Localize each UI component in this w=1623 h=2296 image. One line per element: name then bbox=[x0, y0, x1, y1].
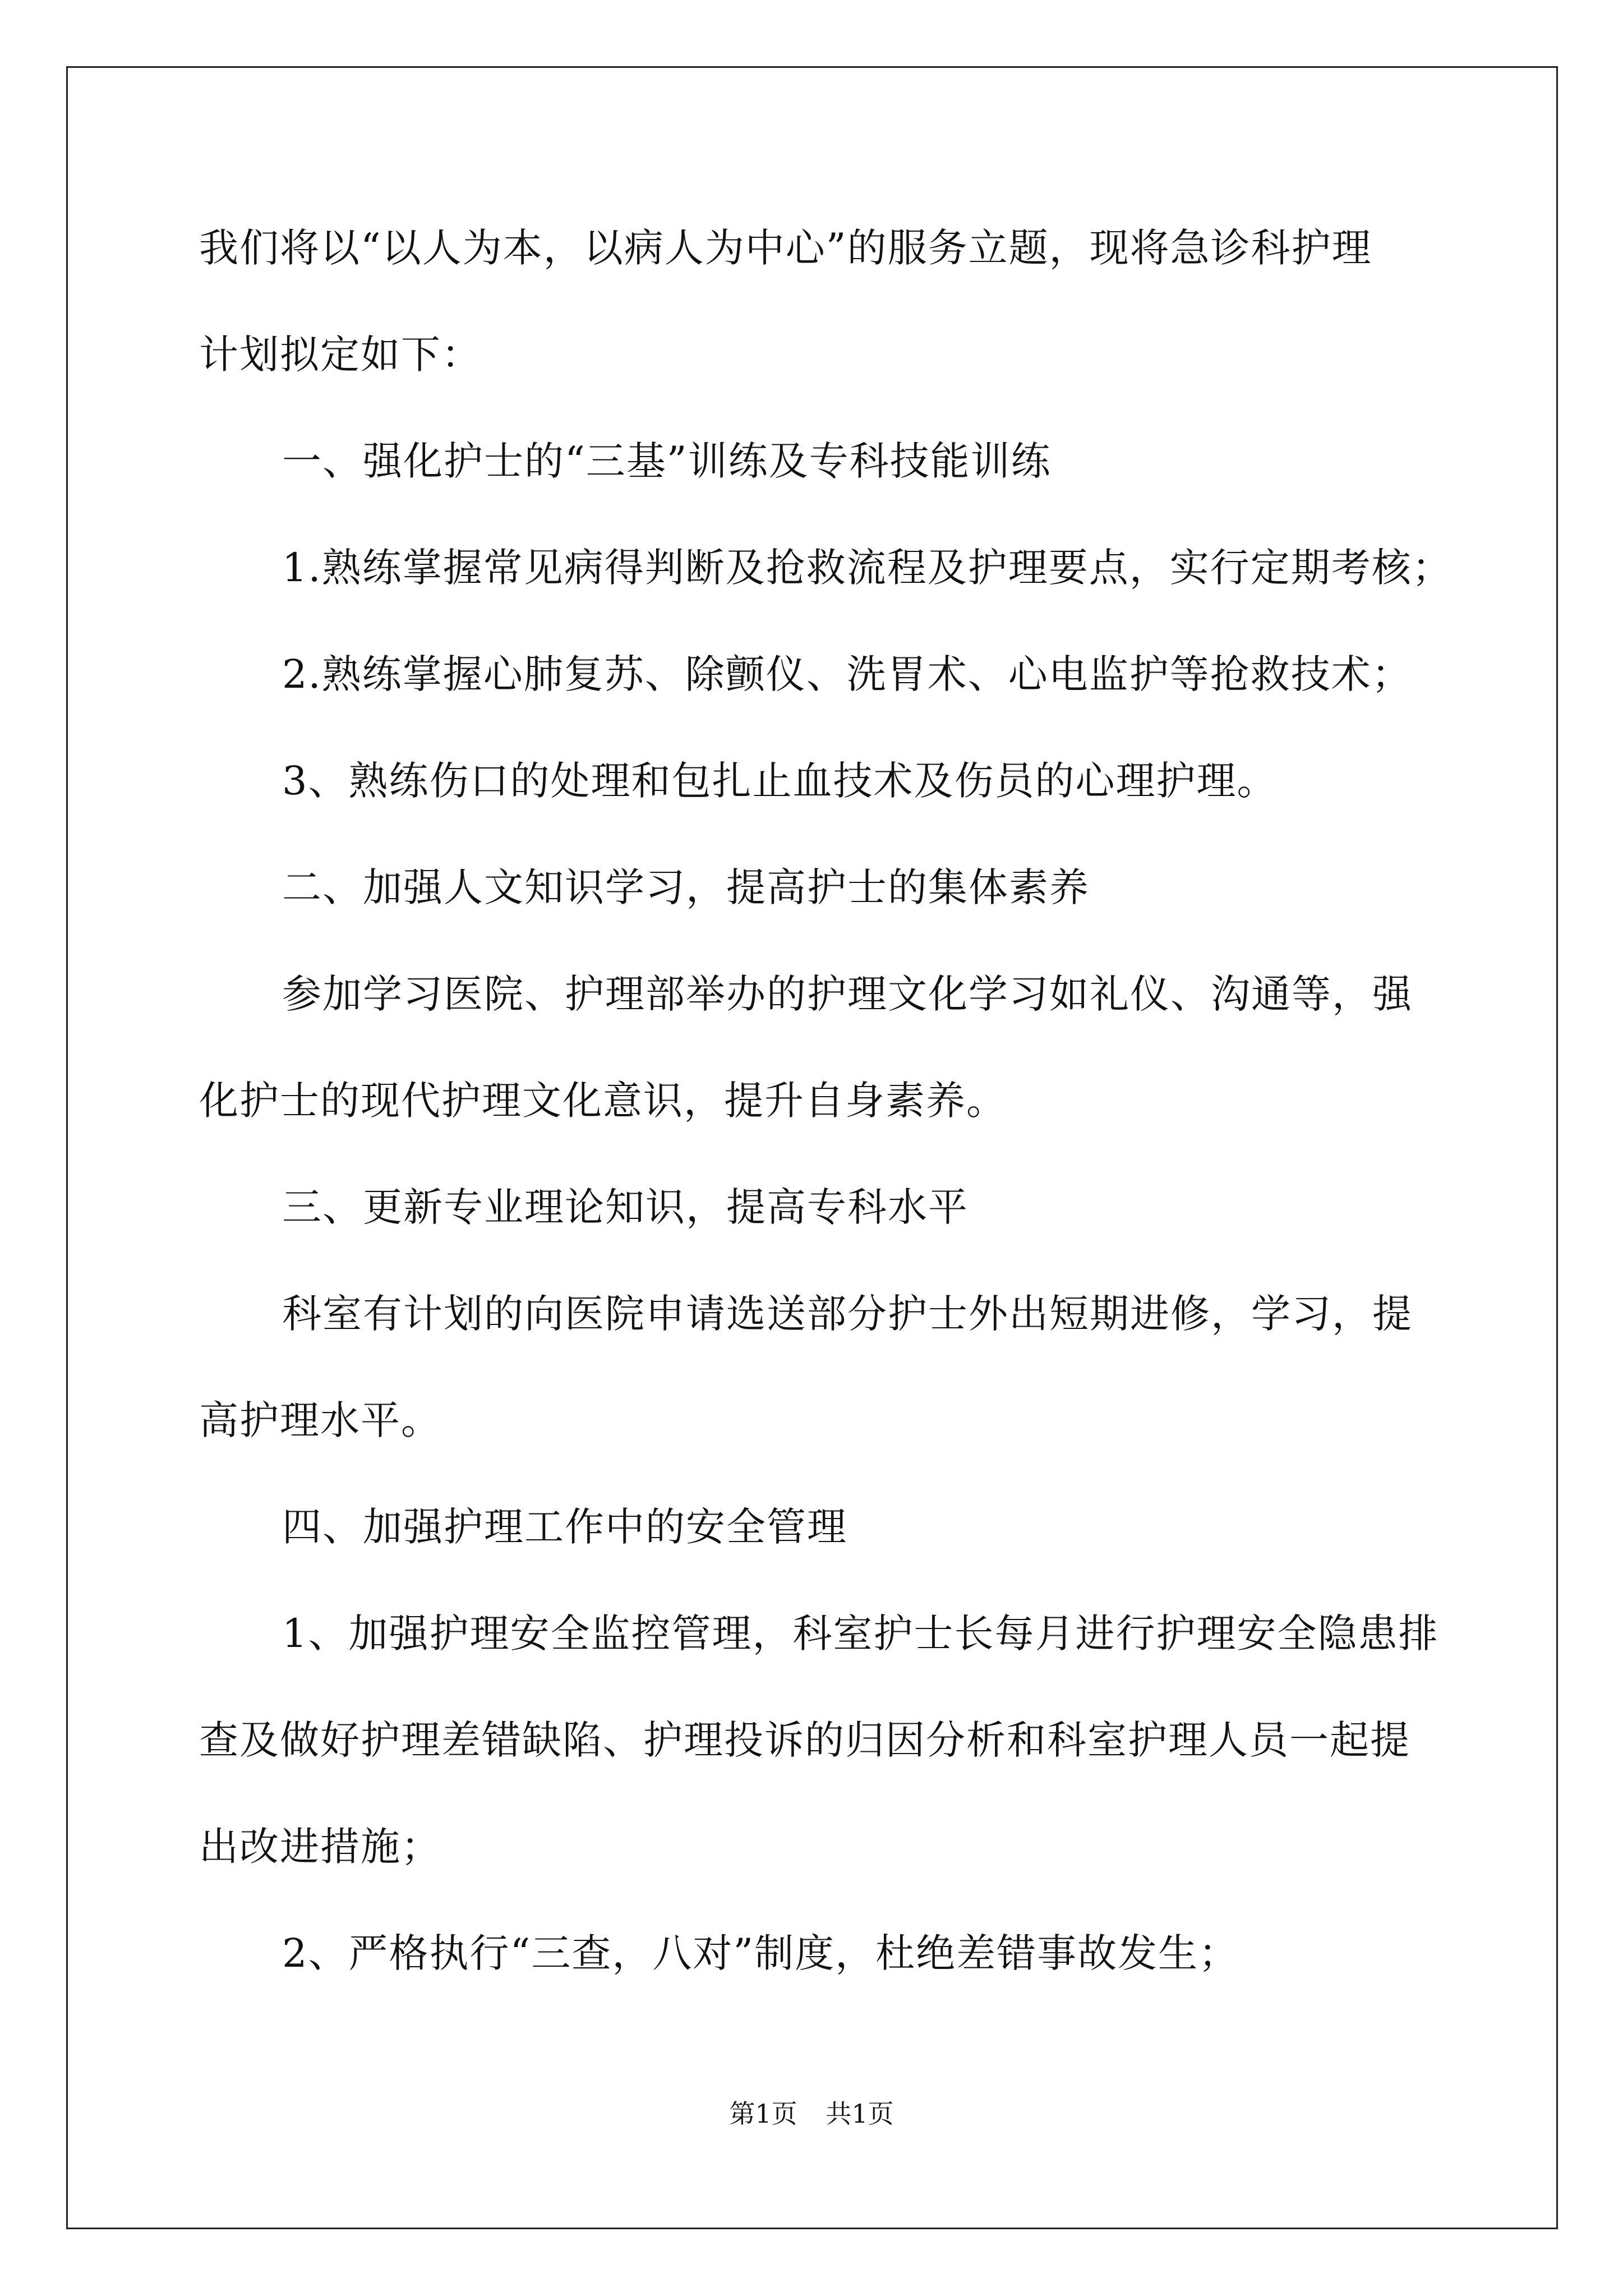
section-heading: 四、加强护理工作中的安全管理 bbox=[282, 1504, 847, 1550]
section-heading: 一、强化护士的“三基”训练及专科技能训练 bbox=[282, 438, 1052, 484]
list-item: 2.熟练掌握心肺复苏、除颤仪、洗胃术、心电监护等抢救技术； bbox=[282, 651, 1412, 697]
list-item: 1、加强护理安全监控管理，科室护士长每月进行护理安全隐患排 bbox=[282, 1611, 1439, 1657]
paragraph-line: 高护理水平。 bbox=[199, 1397, 441, 1443]
paragraph-line: 参加学习医院、护理部举办的护理文化学习如礼仪、沟通等，强 bbox=[282, 971, 1413, 1017]
paragraph-line: 我们将以“以人为本，以病人为中心”的服务立题，现将急诊科护理 bbox=[199, 225, 1372, 271]
paragraph-line: 查及做好护理差错缺陷、护理投诉的归因分析和科室护理人员一起提 bbox=[199, 1717, 1410, 1763]
page-number-current: 第1页 bbox=[729, 2099, 797, 2129]
section-heading: 三、更新专业理论知识，提高专科水平 bbox=[282, 1184, 969, 1230]
list-item: 1.熟练掌握常见病得判断及抢救流程及护理要点，实行定期考核； bbox=[282, 545, 1453, 591]
page-number-total: 共1页 bbox=[826, 2099, 894, 2129]
paragraph-line: 科室有计划的向医院申请选送部分护士外出短期进修，学习，提 bbox=[282, 1291, 1413, 1337]
paragraph-line: 计划拟定如下： bbox=[199, 332, 482, 378]
list-item: 3、熟练伤口的处理和包扎止血技术及伤员的心理护理。 bbox=[282, 758, 1278, 804]
section-heading: 二、加强人文知识学习，提高护士的集体素养 bbox=[282, 864, 1090, 910]
page-footer bbox=[0, 2097, 1623, 2131]
page-border bbox=[66, 66, 1558, 2229]
paragraph-line: 化护士的现代护理文化意识，提升自身素养。 bbox=[199, 1078, 1007, 1124]
paragraph-line: 出改进措施； bbox=[199, 1824, 441, 1870]
list-item: 2、严格执行“三查，八对”制度，杜绝差错事故发生； bbox=[282, 1930, 1239, 1976]
